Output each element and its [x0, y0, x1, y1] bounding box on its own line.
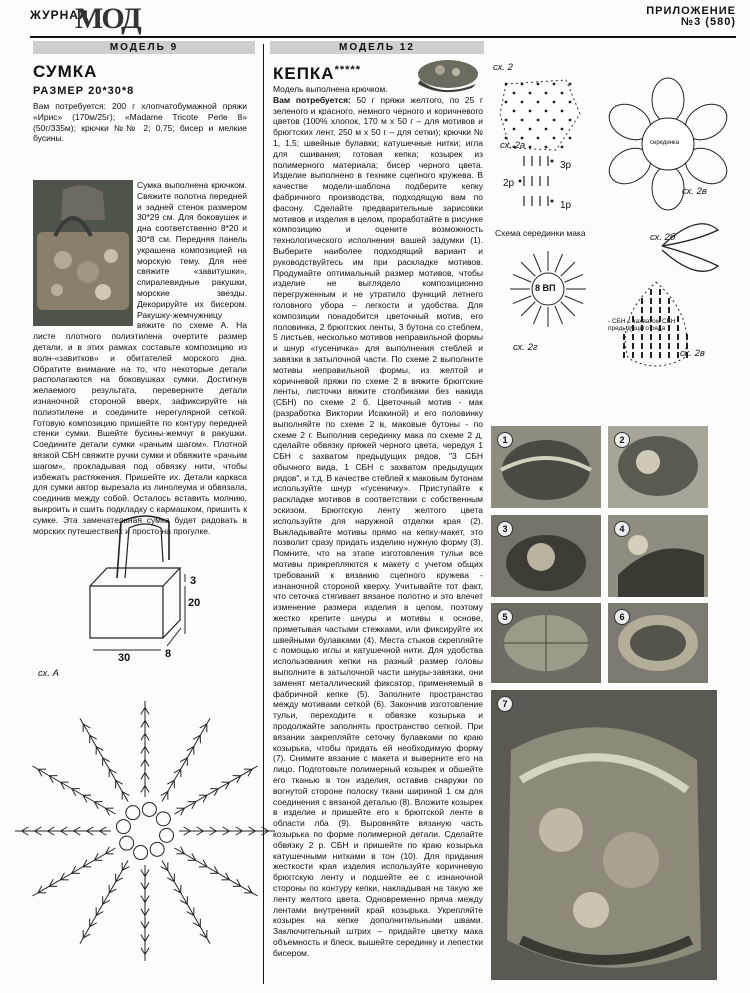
dim-width: 30	[118, 652, 131, 664]
row-1-label: 1р	[560, 200, 572, 211]
poppy-center-title: Схема серединки мака	[495, 228, 586, 238]
photo-7-number: 7	[497, 696, 513, 712]
flower-center-text: серединка	[650, 140, 680, 146]
cap-paragraph-1: 50 г пряжи желтого, по 25 г зеленого и красного, немного черного и коричневого цветов (100% хлопок, 170 м х 50 г – для мотивов и брюгтских лент, 250 м х 50 г – для сетки); крючки № 1, 1,5; швейные булавки; катушечные нитки; игла для сшивания; готовая кепка; козырек из полимерного материала; бисер черного цвета. Изделие выполнено в технике сцепного кружева. В качестве модели-шаблона подберите кепку фабричного производства, подходящую вам по фасону. Сделайте предварительные зарисовки мотивов и изделия в целом, проработайте в рисунке композицию и оцените возможность технологического исполнения вашей задумки (1). Выберите наиболее подходящий вариант и руководствуйтесь им при раскладке мотивов. Продумайте оптимальный размер мотивов, чтобы изделие не выглядело композиционно перегруженным и не утратило функций летнего головного убора – легкости и удобства. Для композиции понадобится цветочный мотив, его половинка, 2 брюггских ленты, 3 бутона со стеблем, 5 листьев, несколько мотивов неправильной формы и шнур «гусеничка» для выполнения стеблей и завязки в затылочной части. По схеме 2 выполните мотивы неправильной формы, из желтой и коричневой пряжи по схеме 2 в вяжите брюггские ленты, листочки вяжите столбиками без накида (СБН) по схеме 2 б. Цветочный мотив - мак (разработка Виктории Исакиной) и его половинку выполняйте по схеме 2 в, маковые бутоны - по схеме 2 г. Выполнив серединку мака по схеме 2 д, сделайте обвязку пряжей черного цвета, чередуя 1 СБН с захватом предыдущих рядов, "3 СБН обычного вида, 1 СБН с захватом предыдущих рядов", и т.д. В качестве стеблей к маковым бутонам используйте шнур «гусеничку». Приступайте к раскладке мотивов в соответствии с собственным эскизом. Брюггскую ленту желтого цвета используйте для наружной отделки края (2). Выкладывайте мотивы прямо на кепку-макет, это позволит сразу придать изделию нужную форму (3). Помните, что на этапе изготовления тульи все мотивы прикрепляются к макету с учетом общих требований к вязанию сцепного кружева - изнаночной стороной кверху. Учитывайте тот факт, что сеточка стягивает вязаное полотно и это влечет изменение размера изделия в целом, поэтому жестко крепите шнуры и мотивы к основе, приметывая частыми стежками, или фиксируйте их швейными булавками (4). Места стыков скрепляйте с помощью иглы и катушечной нити. Для удобства использования кепки на разный размер головы выполните в затылочной части шнуры-завязки, они заменят металлический фиксатор, применяемый в фабричной кепке (5). Заполните пространство между мотивами сеткой (6). Закончив изготовление тульи, переходите к обвязке козырька и продолжайте заполнять пространство сеткой. При вязании закрепляйте сеточку булавками по краю козырька, чтобы придать ей необходимую форму (7). Снимите вязание с макета и выверните его на лицо. Подготовьте полимерный козырек и обшейте его тканью в тон изделия, оставив снаружи по вогнутой стороне полоску ткани шириной 1 см для соединения с вязаной деталью (8). Вложите козырек в изделие и пришейте его к брюггской ленте в области лба (9). Выровняйте вязаную часть козырька по форме полимерной детали. Сделайте обвязку 2 р. СБН и пришейте по краю козырька катушечными нитками в тон (10). Для придания жесткости края изделия используйте коричневую брюггскую ленту и подшейте ее с изнаночной стороны по контуру кепки, накладывая на такую же ленту желтого цвета. Одновременно пряча между лентами внутренний край козырька. Укрепляйте козырек на кепке дополнительными швами. Заключительный штрих – придайте цветку мака объемность и блеск, вышейте серединку и лепестки бисером.	[273, 94, 483, 958]
scheme-a-label: сх. А	[38, 668, 59, 679]
journal-logo: МОД	[75, 2, 140, 35]
chain-label: 8 ВП	[535, 283, 556, 293]
cap-intro: Модель выполнена крючком.	[273, 84, 388, 94]
bag-size: РАЗМЕР 20*30*8	[33, 85, 135, 97]
cap-title	[273, 64, 361, 84]
bag-instructions-text	[33, 180, 247, 536]
scheme-a-diagram	[30, 676, 260, 986]
bag-paragraph-1: Вам потребуется: 200 г хлопчатобумажной пряжи «Ирис» (170м/25г); «Madame Tricote Perle 8» (50г/335м); крючки №№ 2; 0,75; бисер и мелкие бусины.	[33, 101, 247, 144]
row-3-label: 3р	[560, 160, 572, 171]
photo-4	[608, 515, 708, 597]
photo-2-number: 2	[614, 432, 630, 448]
photo-5	[491, 603, 601, 683]
scheme-2v-top-label: сх. 2в	[682, 186, 707, 197]
cap-need-label: Вам потребуется:	[273, 94, 351, 105]
photo-float-spacer	[33, 180, 137, 325]
dim-top: 3	[190, 575, 197, 587]
photo-2	[608, 426, 708, 508]
difficulty-stars: *****	[334, 64, 361, 76]
scheme-2a-label: сх. 2а	[500, 140, 526, 151]
model-12-band: МОДЕЛЬ 12	[270, 41, 484, 54]
flower-scheme	[598, 62, 738, 192]
photo-6-number: 6	[614, 609, 630, 625]
cap-title-text: КЕПКА	[273, 64, 335, 83]
scheme-2g-label: сх. 2г	[513, 342, 538, 353]
sbn-legend: - СБН с захватом СБН предыдущего ряда	[608, 318, 676, 332]
photo-5-number: 5	[497, 609, 513, 625]
photo-7	[491, 690, 717, 980]
model-9-band: МОДЕЛЬ 9	[33, 41, 255, 54]
scheme-2b-label: сх. 2б	[650, 232, 676, 243]
scheme-2v-label: сх. 2в	[680, 348, 705, 359]
supplement-label: ПРИЛОЖЕНИЕ	[646, 5, 736, 17]
header-rule	[30, 36, 736, 38]
scheme-2-label: сх. 2	[493, 62, 513, 73]
photo-4-number: 4	[614, 521, 630, 537]
dim-height: 20	[188, 597, 201, 609]
column-divider	[263, 44, 264, 984]
dim-depth: 8	[165, 648, 172, 660]
scheme-2b-diagram	[658, 216, 728, 286]
photo-1	[491, 426, 601, 508]
bag-title: СУМКА	[33, 62, 98, 81]
bag-materials-text	[33, 101, 247, 179]
issue-info	[646, 6, 736, 28]
photo-1-number: 1	[497, 432, 513, 448]
journal-label: ЖУРНАЛ	[30, 8, 89, 22]
photo-3	[491, 515, 601, 597]
bag-pattern-diagram	[85, 516, 205, 666]
row-2-label: 2р	[503, 178, 515, 189]
bag-paragraph-2: Сумка выполнена крючком. Свяжите полотна передней и задней стенок размером 30*29 см. Для боковушек и дна соответственно 8*20 и 30*8 см. Передняя панель украшена композицией на морскую тему. Для нее свяжите «завитушки», спиралевидные ракушки, морские звезды. Декорируйте их бисером. Ракушку-жемчужницу вяжите по схеме А. На листе плотного полиэтилена очертите размер детали, и в этих рамках составьте композицию из волн-«завитков» и обитателей морского дна. Обратите внимание на то, что некоторые детали располагаются на боковушках сумки. Достигнув желаемого результата, переверните детали изнаночной стороной вверх, зафиксируйте на полиэтилене и соедините нерегулярной сеткой. Готовую композицию пришейте по контуру передней стенки сумки. Вшейте бусины-жемчуг в ракушки. Соедините детали сумки «рачьим шагом». Плотной вязкой СБН свяжите ручки сумки и обвяжите «рачьим шагом», прокладывая под обвязку нити, чтобы избежать растяжения. Пришейте их. Детали каркаса для сумки автор вырезала из линолеума и обвязала, соединив между собой. Осталось вставить молнию, выкроить и сшить подкладку с кармашком, пришить к сумке. Эта замечательная сумка будет радовать в морских путешествиях и просто на прогулке.	[33, 180, 247, 536]
photo-3-number: 3	[497, 521, 513, 537]
photo-6	[608, 603, 708, 683]
issue-number: №3 (580)	[680, 16, 736, 28]
cap-instructions-text	[273, 84, 483, 984]
